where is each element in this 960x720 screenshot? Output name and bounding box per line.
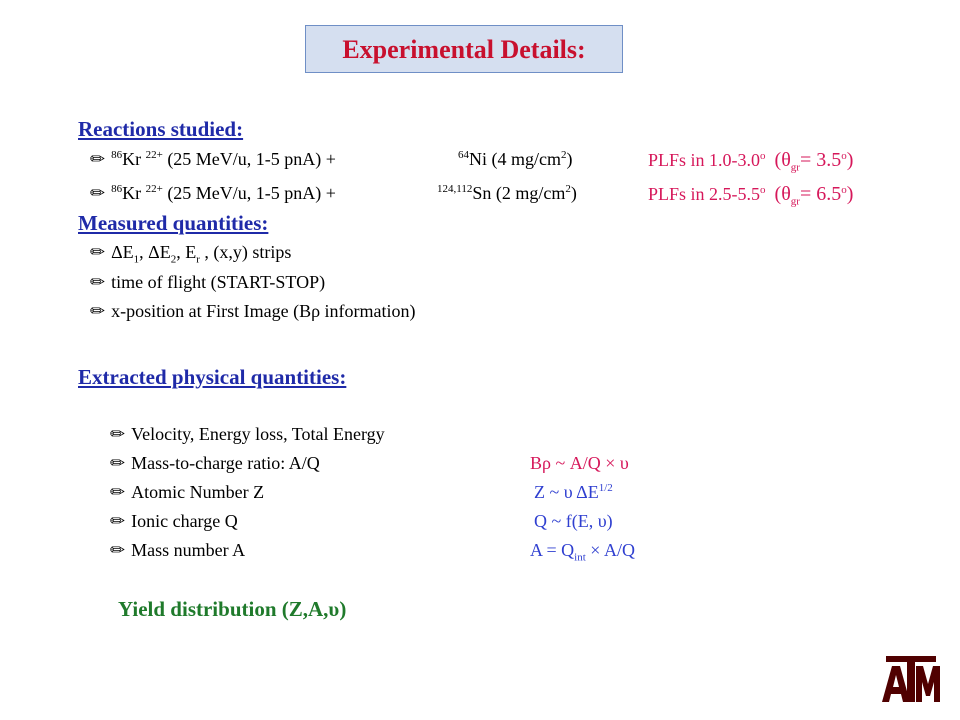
pencil-icon: ✏ (90, 242, 106, 262)
extracted-heading: Extracted physical quantities: (78, 365, 347, 389)
extracted-item-mass-charge: ✏ Mass-to-charge ratio: A/Q (110, 453, 320, 473)
extracted-item-mass-number: ✏ Mass number A (110, 540, 246, 560)
pencil-icon: ✏ (90, 149, 106, 169)
measured-item-1: ✏ $\Delta E_1$, $\Delta E_2$, $E_r$ , (x,y) strips (90, 242, 292, 266)
reaction-line-2: ✏ $^{86}$Kr $^{22+}$ (25 MeV/u, 1-5 pnA) + (90, 183, 336, 203)
reaction-target-1: $^{64}$Ni (4 $mg/cm^2$) (458, 149, 573, 169)
pencil-icon: ✏ (90, 272, 106, 292)
pencil-icon: ✏ (110, 511, 126, 531)
formula-atomic-number: Z ~ υ $\Delta E^{1/2}$ (534, 482, 613, 502)
formula-mass-number: $A = Q_{int} \times A/Q$ (530, 540, 635, 564)
extracted-item-atomic-number: ✏ Atomic Number Z (110, 482, 265, 502)
reaction-plf-1: PLFs in 1.0-3.0$^o$ $(\theta_{gr}= 3.5^o)$ (648, 149, 854, 174)
measured-heading: Measured quantities: (78, 211, 269, 235)
extracted-item-velocity: ✏ Velocity, Energy loss, Total Energy (110, 424, 385, 444)
title-box (305, 25, 623, 73)
pencil-icon: ✏ (110, 482, 126, 502)
pencil-icon: ✏ (110, 424, 126, 444)
atm-logo (880, 652, 942, 708)
pencil-icon: ✏ (110, 540, 126, 560)
measured-item-3: ✏ x-position at First Image (Bρ information) (90, 301, 416, 321)
measured-item-2: ✏ time of flight (START-STOP) (90, 272, 326, 292)
extracted-item-ionic-charge: ✏ Ionic charge Q (110, 511, 238, 531)
reaction-target-2: $^{124,112}$Sn (2 $mg/cm^2$) (437, 183, 577, 203)
reactions-heading: Reactions studied: (78, 117, 244, 141)
pencil-icon: ✏ (90, 301, 106, 321)
yield-distribution: Yield distribution (Z,A,υ) (118, 597, 347, 621)
reaction-plf-2: PLFs in 2.5-5.5$^o$ $(\theta_{gr}= 6.5^o)$ (648, 183, 854, 208)
formula-mass-charge: Bρ ~ A/Q × υ (530, 453, 629, 473)
pencil-icon: ✏ (110, 453, 126, 473)
page-title: Experimental Details: (342, 35, 586, 64)
reaction-line-1: ✏ $^{86}$Kr $^{22+}$ (25 MeV/u, 1-5 pnA) + (90, 149, 336, 169)
pencil-icon: ✏ (90, 183, 106, 203)
formula-ionic-charge: Q ~ f(E, υ) (534, 511, 613, 531)
